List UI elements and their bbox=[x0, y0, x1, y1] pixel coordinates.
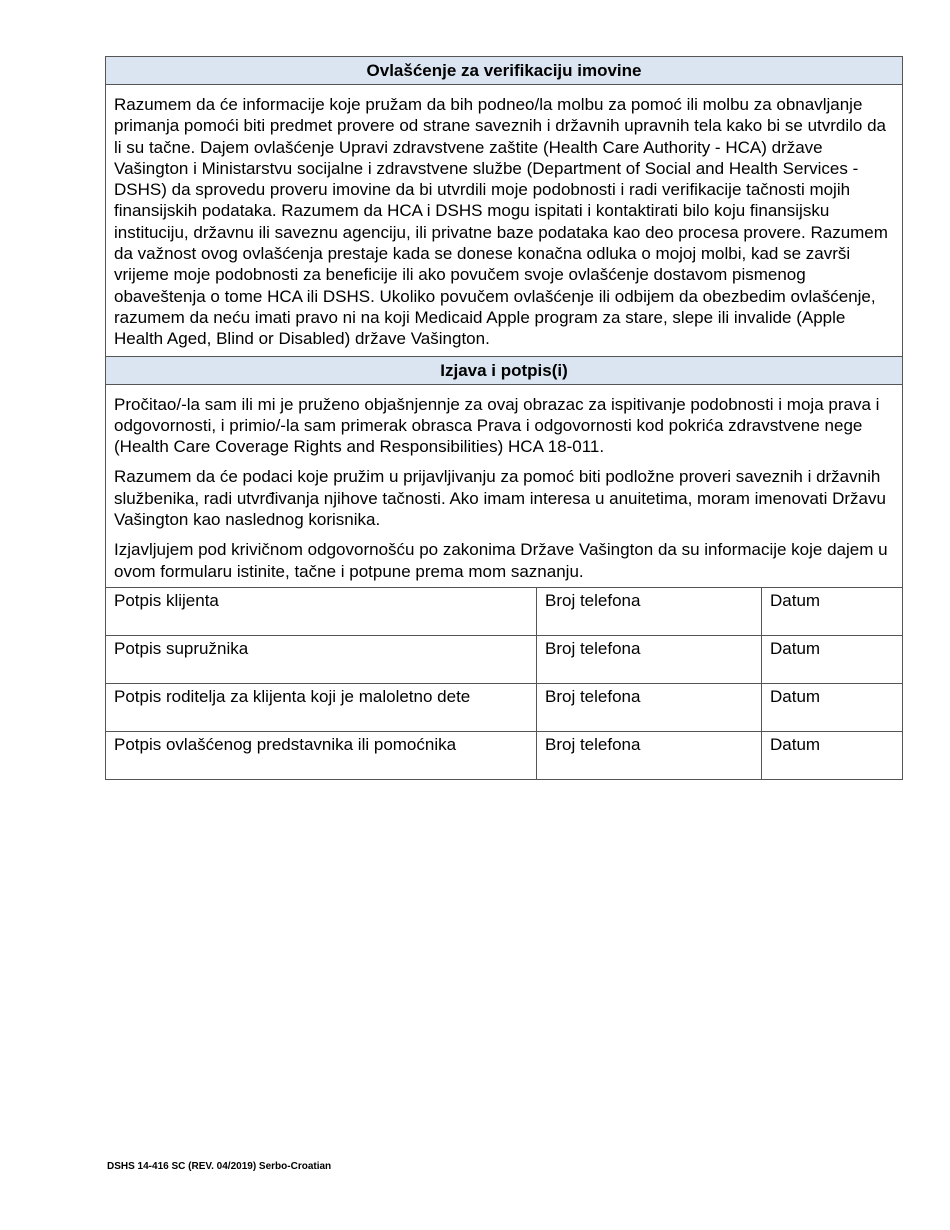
form-number-footer: DSHS 14-416 SC (REV. 04/2019) Serbo-Croatian bbox=[107, 1161, 332, 1172]
client-phone-field[interactable]: Broj telefona bbox=[537, 587, 762, 635]
signature-row-spouse bbox=[106, 635, 903, 683]
signature-row-representative bbox=[106, 731, 903, 779]
authorization-paragraph: Razumem da će informacije koje pružam da bih podneo/la molbu za pomoć ili molbu za obnavljanje primanja pomoći biti predmet provere od strane saveznih i državnih upravnih tela kako bi se utvrdilo da li su tačne. Dajem ovlašćenje Upravi zdravstvene zaštite (Health Care Authority - HCA) države Vašington i Ministarstvu socijalne i zdravstvene službe (Department of Social and Health Services - DSHS) da sprovedu proveru imovine da bi utvrdili moje podobnosti i radi verifikacije tačnosti mojih finansijskih podataka. Razumem da HCA i DSHS mogu ispitati i kontaktirati bilo koju finansijsku instituciju, državnu ili saveznu agenciju, ili privatne baze podataka kao deo procesa provere. Razumem da važnost ovog ovlašćenja prestaje kada se donese konačna odluka o mojoj molbi, kad se završi vrijeme moje podobnosti za beneficije ili ako povučem svoje ovlašćenje dostavom pismenog obaveštenja o tome HCA ili DSHS. Ukoliko povučem ovlašćenje ili odbijem da obezbedim ovlašćenje, razumem da neću imati pravo ni na koji Medicaid Apple program za stare, slepe ili invalide (Apple Health Aged, Blind or Disabled) države Vašington. bbox=[114, 95, 888, 349]
authorization-text bbox=[106, 85, 903, 357]
parent-date-field[interactable]: Datum bbox=[762, 683, 903, 731]
form-table bbox=[105, 56, 903, 780]
signature-row-parent bbox=[106, 683, 903, 731]
spouse-phone-field[interactable]: Broj telefona bbox=[537, 635, 762, 683]
representative-signature-field[interactable]: Potpis ovlašćenog predstavnika ili pomoćnika bbox=[106, 731, 537, 779]
statement-paragraph-3: Izjavljujem pod krivičnom odgovornošću po zakonima Države Vašington da su informacije koje dajem u ovom formularu istinite, tačne i potpune prema mom saznanju. bbox=[114, 540, 888, 581]
signature-row-client bbox=[106, 587, 903, 635]
authorization-title: Ovlašćenje za verifikaciju imovine bbox=[106, 57, 903, 85]
client-signature-field[interactable]: Potpis klijenta bbox=[106, 587, 537, 635]
statement-header-row bbox=[106, 356, 903, 384]
authorization-body-row bbox=[106, 85, 903, 357]
parent-signature-field[interactable]: Potpis roditelja za klijenta koji je maloletno dete bbox=[106, 683, 537, 731]
statement-body-row bbox=[106, 384, 903, 587]
parent-phone-field[interactable]: Broj telefona bbox=[537, 683, 762, 731]
spouse-signature-field[interactable]: Potpis supružnika bbox=[106, 635, 537, 683]
client-date-field[interactable]: Datum bbox=[762, 587, 903, 635]
spouse-date-field[interactable]: Datum bbox=[762, 635, 903, 683]
representative-phone-field[interactable]: Broj telefona bbox=[537, 731, 762, 779]
authorization-header-row bbox=[106, 57, 903, 85]
statement-text bbox=[106, 384, 903, 587]
statement-title: Izjava i potpis(i) bbox=[106, 356, 903, 384]
representative-date-field[interactable]: Datum bbox=[762, 731, 903, 779]
statement-paragraph-1: Pročitao/-la sam ili mi je pruženo objašnjennje za ovaj obrazac za ispitivanje podobnosti i moja prava i odgovornosti, i primio/-la sam primerak obrasca Prava i odgovornosti kod pokrića zdravstvene nege (Health Care Coverage Rights and Responsibilities) HCA 18-011. bbox=[114, 394, 880, 457]
statement-paragraph-2: Razumem da će podaci koje pružim u prijavljivanju za pomoć biti podložne proveri saveznih i državnih službenika, radi utvrđivanja njihove tačnosti. Ako imam interesa u anuitetima, moram imenovati Državu Vašington kao naslednog korisnika. bbox=[114, 467, 886, 530]
